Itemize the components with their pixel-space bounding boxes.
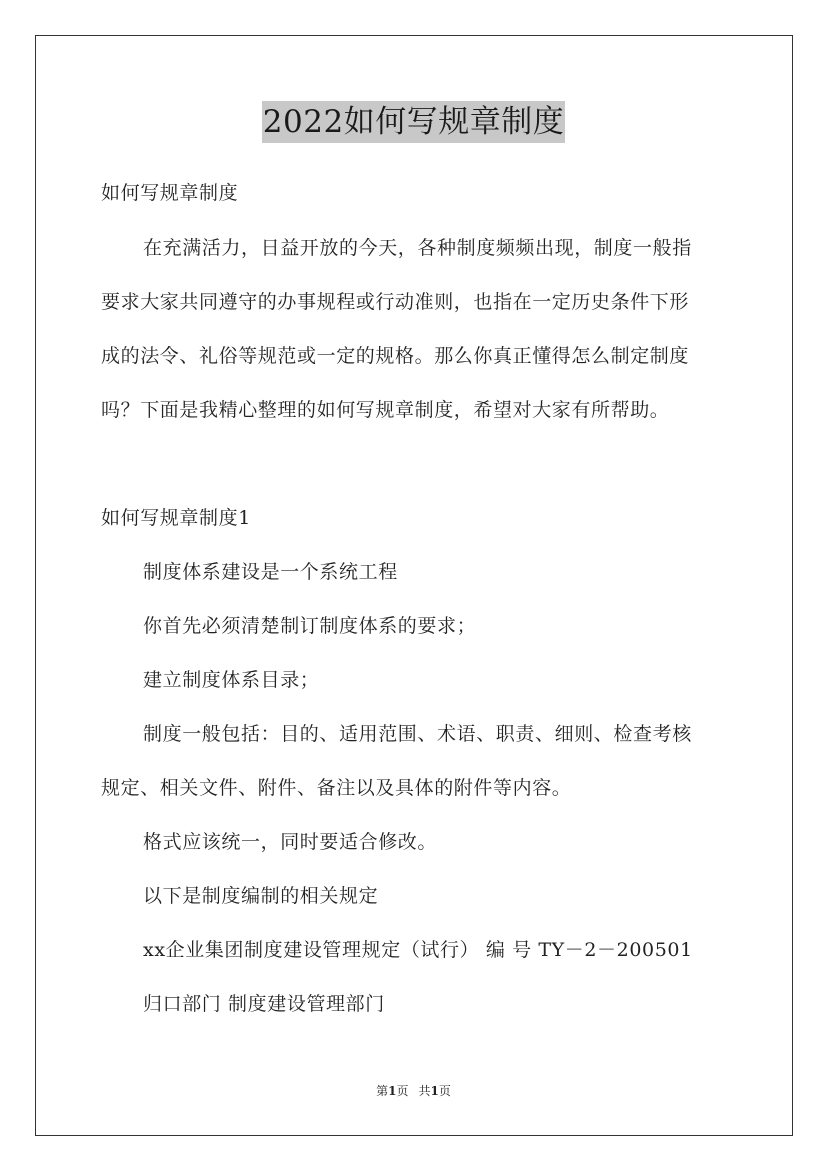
paragraph-line: 制度体系建设是一个系统工程 <box>143 561 398 583</box>
paragraph-line: 制度一般包括：目的、适用范围、术语、职责、细则、检查考核 <box>143 723 692 745</box>
title-wrap <box>0 101 827 143</box>
total-prefix: 共 <box>418 1084 431 1098</box>
paragraph-line: 规定、相关文件、附件、备注以及具体的附件等内容。 <box>101 777 572 799</box>
paragraph-line: 在充满活力，日益开放的今天，各种制度频频出现，制度一般指 <box>143 237 692 259</box>
paragraph-line: 建立制度体系目录； <box>143 669 320 691</box>
paragraph-line: 归口部门 制度建设管理部门 <box>143 993 385 1015</box>
page-unit: 页 <box>396 1084 409 1098</box>
paragraph-line: 格式应该统一，同时要适合修改。 <box>143 831 438 853</box>
section-heading-intro: 如何写规章制度 <box>101 182 239 204</box>
page-number: 1 <box>388 1084 397 1098</box>
total-unit: 页 <box>438 1084 451 1098</box>
paragraph-line: 成的法令、礼俗等规范或一定的规格。那么你真正懂得怎么制定制度 <box>101 345 690 367</box>
paragraph-line: 吗？下面是我精心整理的如何写规章制度，希望对大家有所帮助。 <box>101 399 670 421</box>
paragraph-line: 要求大家共同遵守的办事规程或行动准则，也指在一定历史条件下形 <box>101 291 690 313</box>
paragraph-line: xx企业集团制度建设管理规定（试行） 编 号 TY－2－200501 <box>143 939 693 961</box>
paragraph-line: 你首先必须清楚制订制度体系的要求； <box>143 615 477 637</box>
paragraph-line: 以下是制度编制的相关规定 <box>143 885 379 907</box>
section-heading-1: 如何写规章制度1 <box>101 507 251 529</box>
total-pages: 1 <box>430 1084 439 1098</box>
page-prefix: 第 <box>376 1084 389 1098</box>
document-title: 2022如何写规章制度 <box>262 101 565 143</box>
page-footer <box>0 1083 827 1099</box>
